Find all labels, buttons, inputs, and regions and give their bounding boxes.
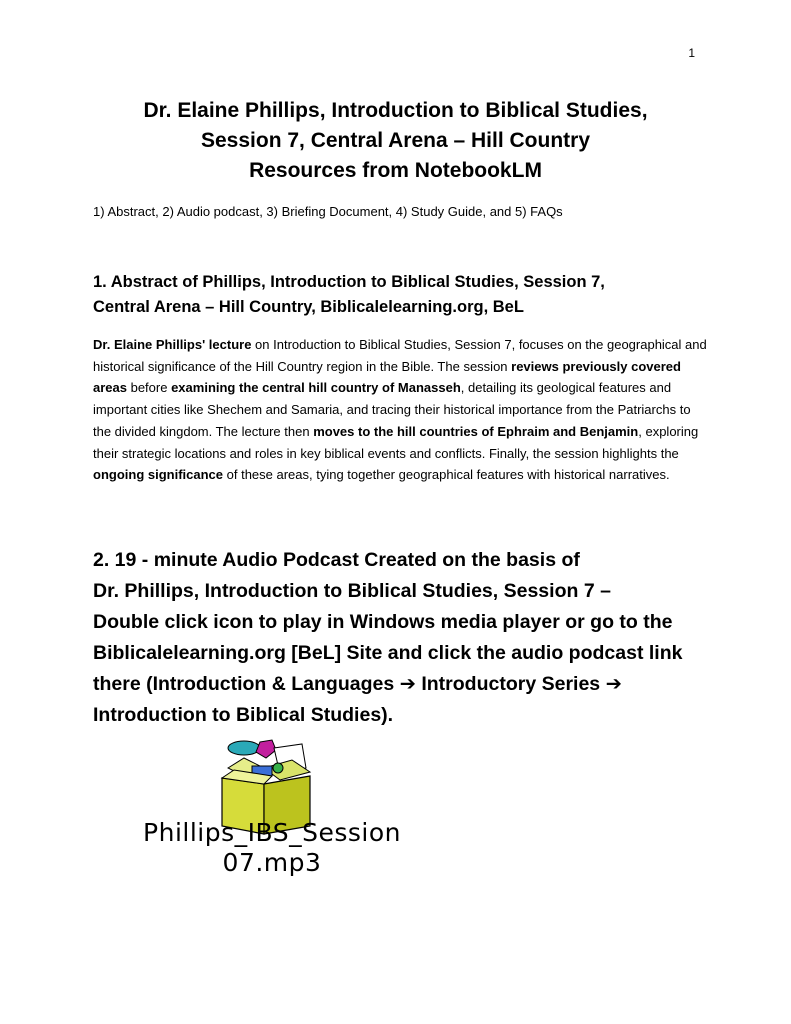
abstract-heading [93, 270, 713, 320]
file-label[interactable] [92, 818, 452, 878]
file-label-line-1: Phillips_IBS_Session [143, 818, 401, 847]
abstract-heading-line-2: Central Arena – Hill Country, Biblicalelearning.org, BeL [93, 298, 524, 316]
abstract-text-1: on Introduction to Biblical Studies, Session 7, focuses on the geographical and historical significance of the Hill Country region in the Bible. The session [93, 337, 707, 374]
podcast-line-3: Double click icon to play in Windows media player or go to the [93, 611, 673, 633]
podcast-line-5-part-b: Introductory Series [415, 673, 606, 695]
abstract-text-4: , exploring their strategic locations and roles in key biblical events and conflicts. Finally, the session highlights the [93, 423, 699, 461]
abstract-bold-significance: ongoing significance [93, 467, 224, 483]
arrow-right-icon: ➔ [399, 673, 416, 695]
podcast-line-5-part-a: there (Introduction & Languages [93, 673, 400, 695]
podcast-line-4: Biblicalelearning.org [BeL] Site and click the audio podcast link [93, 642, 683, 664]
abstract-bold-manasseh: examining the central hill country of Manasseh [171, 380, 461, 396]
abstract-text-2: before [126, 380, 172, 396]
title-line-3: Resources from NotebookLM [249, 159, 542, 182]
title-line-2: Session 7, Central Arena – Hill Country [201, 129, 590, 152]
resource-list: 1) Abstract, 2) Audio podcast, 3) Briefing Document, 4) Study Guide, and 5) FAQs [93, 204, 563, 219]
abstract-bold-ephraim: moves to the hill countries of Ephraim and Benjamin [313, 423, 639, 439]
abstract-heading-line-1: 1. Abstract of Phillips, Introduction to Biblical Studies, Session 7, [93, 273, 605, 291]
title-line-1: Dr. Elaine Phillips, Introduction to Biblical Studies, [143, 99, 648, 122]
podcast-line-5 [93, 669, 733, 700]
page-number: 1 [688, 46, 695, 60]
abstract-text-3: , detailing its geological features and important cities like Shechem and Samaria, and tracing their historical importance from the Patriarchs to the divided kingdom. The lecture then [93, 380, 691, 439]
podcast-line-2: Dr. Phillips, Introduction to Biblical Studies, Session 7 – [93, 580, 611, 602]
abstract-paragraph [93, 334, 708, 486]
file-label-line-2: 07.mp3 [222, 848, 322, 877]
document-title [60, 96, 731, 186]
abstract-bold-lecture: Dr. Elaine Phillips' lecture [93, 337, 252, 352]
abstract-bold-reviews: reviews previously covered areas [93, 358, 681, 396]
podcast-heading [93, 545, 733, 731]
podcast-line-1: 2. 19 - minute Audio Podcast Created on the basis of [93, 549, 580, 571]
abstract-text-5: of these areas, tying together geographical features with historical narratives. [223, 467, 670, 483]
podcast-line-6: Introduction to Biblical Studies). [93, 704, 394, 726]
arrow-right-icon: ➔ [605, 673, 622, 695]
